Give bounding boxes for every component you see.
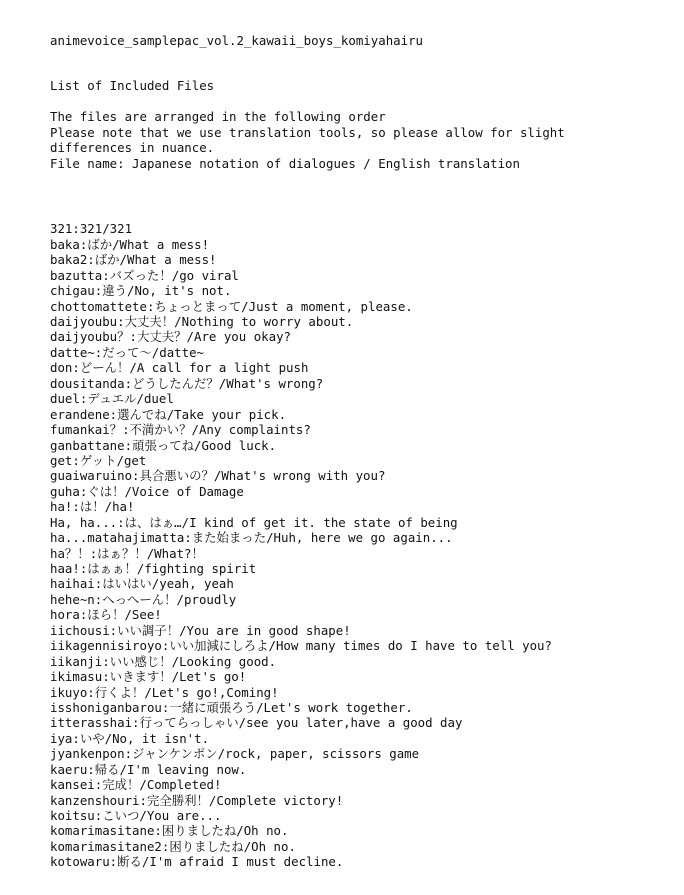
file-list-item: ikuyo:行くよ！/Let's go!,Coming! bbox=[50, 684, 279, 700]
file-list-item: ha...matahajimatta:また始まった/Huh, here we go again... bbox=[50, 530, 453, 546]
file-list-item: kaeru:帰る/I'm leaving now. bbox=[50, 761, 247, 777]
file-list-item: baka2:ばか/What a mess! bbox=[50, 252, 217, 268]
file-list-item: ha!:は！/ha! bbox=[50, 499, 135, 515]
file-list-item: Ha, ha...:は、はぁ…/I kind of get it. the state of being bbox=[50, 514, 458, 530]
file-list-item: ikimasu:いきます！/Let's go! bbox=[50, 669, 247, 685]
file-list-item: kotowaru:断る/I'm afraid I must decline. bbox=[50, 854, 344, 870]
file-list-item: haihai:はいはい/yeah, yeah bbox=[50, 576, 234, 592]
file-list-item: 321:321/321 bbox=[50, 221, 133, 237]
intro-line: differences in nuance. bbox=[50, 140, 215, 156]
file-list-item: don:どーん！/A call for a light push bbox=[50, 360, 309, 376]
intro-block bbox=[50, 109, 670, 171]
file-list-item: daijyoubu？:大丈夫？/Are you okay? bbox=[50, 329, 291, 345]
file-list-item: kansei:完成！/Completed! bbox=[50, 777, 222, 793]
blank-lines bbox=[50, 171, 670, 217]
file-list-item: fumankai？:不満かい？/Any complaints? bbox=[50, 422, 311, 438]
file-list-item: komarimasitane2:困りましたね/Oh no. bbox=[50, 838, 296, 854]
document-title: animevoice_samplepac_vol.2_kawaii_boys_komiyahairu bbox=[50, 33, 423, 48]
file-list-item: isshoniganbarou:一緒に頑張ろう/Let's work together. bbox=[50, 699, 413, 715]
file-list-item: haa!:はぁぁ！/fighting spirit bbox=[50, 561, 257, 577]
file-list-item: dousitanda:どうしたんだ？/What's wrong? bbox=[50, 375, 324, 391]
file-list-item: bazutta:バズった！/go viral bbox=[50, 267, 239, 283]
intro-line: Please note that we use translation tools, so please allow for slight bbox=[50, 124, 565, 140]
file-list-item: guha:ぐは！/Voice of Damage bbox=[50, 483, 244, 499]
file-list-item: ha？！:はぁ？！/What?！ bbox=[50, 545, 204, 561]
file-list-item: komarimasitane:困りましたね/Oh no. bbox=[50, 823, 289, 839]
intro-line: The files are arranged in the following order bbox=[50, 109, 386, 125]
file-list-item: iikagennisiroyo:いい加減にしろよ/How many times do I have to tell you? bbox=[50, 638, 552, 654]
file-list-item: jyankenpon:ジャンケンポン/rock, paper, scissors game bbox=[50, 746, 420, 762]
file-list-item: hehe~n:へっへーん！/proudly bbox=[50, 591, 237, 607]
file-list-item: iichousi:いい調子！/You are in good shape! bbox=[50, 622, 351, 638]
file-list-item: get:ゲット/get bbox=[50, 452, 147, 468]
file-list-item: duel:デュエル/duel bbox=[50, 391, 174, 407]
intro-line: File name: Japanese notation of dialogues / English translation bbox=[50, 155, 520, 171]
file-list-item: itterasshai:行ってらっしゃい/see you later,have a good day bbox=[50, 715, 463, 731]
file-list-item: koitsu:こいつ/You are... bbox=[50, 808, 222, 824]
file-list-item: erandene:選んでね/Take your pick. bbox=[50, 406, 287, 422]
file-list-item: hora:ほら！/See! bbox=[50, 607, 162, 623]
file-list-item: ganbattane:頑張ってね/Good luck. bbox=[50, 437, 277, 453]
file-list-item: daijyoubu:大丈夫！/Nothing to worry about. bbox=[50, 314, 354, 330]
file-list bbox=[50, 221, 670, 869]
file-list-item: iikanji:いい感じ！/Looking good. bbox=[50, 653, 277, 669]
list-heading: List of Included Files bbox=[50, 78, 215, 94]
text-document bbox=[50, 33, 670, 870]
file-list-item: kanzenshouri:完全勝利！/Complete victory! bbox=[50, 792, 344, 808]
file-list-item: baka:ばか/What a mess! bbox=[50, 236, 210, 252]
blank-line bbox=[50, 94, 670, 109]
file-list-item: chottomattete:ちょっとまって/Just a moment, please. bbox=[50, 298, 413, 314]
file-list-item: chigau:違う/No, it's not. bbox=[50, 283, 232, 299]
file-list-item: guaiwaruino:具合悪いの？/What's wrong with you? bbox=[50, 468, 386, 484]
file-list-item: iya:いや/No, it isn't. bbox=[50, 730, 210, 746]
file-list-item: datte~:だって〜/datte~ bbox=[50, 344, 204, 360]
